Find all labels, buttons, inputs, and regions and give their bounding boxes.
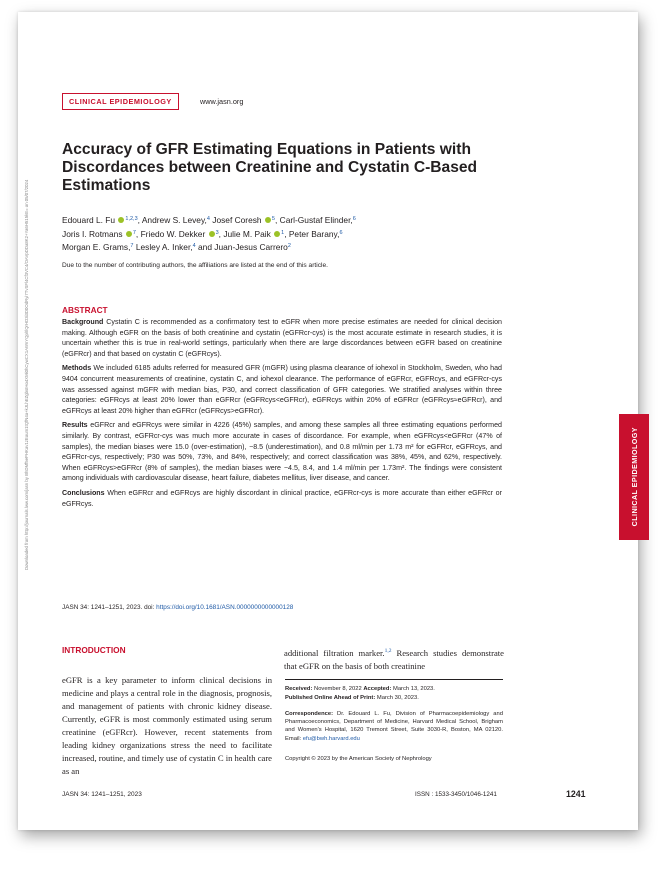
affil-sup: 4 <box>206 216 210 222</box>
footer-issn: ISSN : 1533-3450/1046-1241 <box>415 791 497 798</box>
label-background: Background <box>62 318 104 326</box>
citation-line <box>62 604 293 611</box>
affil-sup: 7 <box>130 243 134 249</box>
download-watermark: Downloaded from http://journals.lww.com/jasn by BhDMf5ePHKav1zEoum1tQfN4a+kJLhEZgbsIHo4XMi0hCywCX1AWnYQp/IlQrHD3i3D0OdRyi7TvSFl4Cf3VC4/OAVpDDa8K2+Ya6H515kE= on 05/07/2024 <box>24 179 29 570</box>
copyright: Copyright © 2023 by the American Society of Nephrology <box>285 756 432 762</box>
info-divider <box>285 679 503 680</box>
text-background: Cystatin C is recommended as a confirmatory test to eGFR when more precise estimates are needed for clinical decision making. Although eGFR on the basis of both creatinine and cystatin (eGFRcr-cys) is the most accurate estimate in research studies, it is uncertain whether this is true in real-world settings, particularly when there are large discordances between eGFR based on creatinine (eGFRcr) and that based on cystatin C (eGFRcys). <box>62 318 502 358</box>
affiliation-note: Due to the number of contributing authors, the affiliations are listed at the end of this article. <box>62 262 328 269</box>
orcid-icon[interactable] <box>274 231 280 237</box>
intro-right-text: additional filtration marker. <box>284 647 385 658</box>
page-number: 1241 <box>566 789 586 799</box>
affil-sup: 1 <box>281 229 285 236</box>
affil-sup: 4 <box>192 243 196 249</box>
accepted-label: Accepted: <box>363 686 392 692</box>
abstract-background <box>62 317 502 359</box>
journal-url[interactable]: www.jasn.org <box>200 97 244 106</box>
published-label: Published Online Ahead of Print: <box>285 694 376 701</box>
accepted-date: March 13, 2023. <box>393 686 435 692</box>
abstract-methods <box>62 363 502 416</box>
affil-sup: 6 <box>352 216 356 222</box>
comma-sep: , <box>137 215 142 225</box>
comma-sep: , <box>284 228 289 239</box>
category-badge: CLINICAL EPIDEMIOLOGY <box>62 93 179 110</box>
affil-sup: 7 <box>132 229 136 236</box>
introduction-left-column: eGFR is a key parameter to inform clinical decisions in medicine and plays a central role in the diagnosis, prognosis, and management of patients with chronic kidney disease. Currently, eGFR is most commonly estimated using serum creatinine (eGFRcr). However, recent statements from leading kidney organizations stress the need to facilitate increased, routine, and timely use of cystatin C in health care as an <box>62 675 272 776</box>
text-conclusions: When eGFRcr and eGFRcys are highly discordant in clinical practice, eGFRcr-cys is more accurate than either eGFRcr or eGFRcys. <box>62 488 502 508</box>
comma-sep: , <box>218 228 224 239</box>
introduction-right-column <box>284 645 504 673</box>
author: Edouard L. Fu <box>62 215 116 225</box>
author: and Juan-Jesus Carrero <box>198 242 288 252</box>
author: Peter Barany, <box>288 228 340 239</box>
author: Andrew S. Levey, <box>141 215 207 225</box>
email-link[interactable]: efu@bwh.harvard.edu <box>302 735 360 742</box>
orcid-icon[interactable] <box>126 231 132 237</box>
abstract-results <box>62 420 502 484</box>
affil-sup: 5 <box>271 216 275 222</box>
doi-link[interactable]: https://doi.org/10.1681/ASN.0000000000000128 <box>156 604 294 611</box>
author: Morgan E. Grams, <box>62 242 131 252</box>
abstract-heading: ABSTRACT <box>62 305 108 315</box>
author: Lesley A. Inker, <box>135 242 193 252</box>
affil-sup: 2 <box>287 243 291 249</box>
orcid-icon[interactable] <box>118 217 124 223</box>
author: Josef Coresh <box>212 215 262 225</box>
orcid-icon[interactable] <box>265 217 271 223</box>
author: Carl-Gustaf Elinder, <box>279 215 353 225</box>
author: Julie M. Paik <box>223 228 271 239</box>
article-title: Accuracy of GFR Estimating Equations in Patients with Discordances between Creatinine and Cystatin C-Based Estimations <box>62 141 478 194</box>
abstract-body <box>62 317 502 513</box>
label-conclusions: Conclusions <box>62 488 105 497</box>
abstract-conclusions <box>62 488 502 509</box>
received-label: Received: <box>285 686 313 692</box>
label-results: Results <box>62 421 88 430</box>
author-list <box>62 213 482 254</box>
orcid-icon[interactable] <box>209 231 215 237</box>
comma-sep: , <box>274 215 280 225</box>
published-date: March 30, 2023. <box>376 694 419 701</box>
affil-sup: 6 <box>339 229 343 236</box>
author: Joris I. Rotmans <box>62 228 123 239</box>
correspondence-label: Correspondence: <box>285 711 333 717</box>
article-dates <box>285 685 503 702</box>
section-tab-label: CLINICAL EPIDEMIOLOGY <box>629 427 639 527</box>
text-results: eGFRcr and eGFRcys were similar in 4226 (45%) samples, and among these samples all three estimating equations performed similarly. By contrast, eGFRcr-cys was much more accurate in cases of discordance. For example, when eGFRcys<eGFRcr (47% of samples), the median biases were 15.0 (over-estimation), −8.5 (underestimation), and 0.8 ml/min per 1.73 m² for eGFRcr, eGFRcys, and eGFRcr-cys, respectively; P30 was 50%, 73%, and 84%, respectively; and correct classification was 38%, 45%, and 62%, respectively. When eGFRcys>eGFRcr (8% of samples), the median biases were −4.5, 8.4, and 1.4 ml/min per 1.73m². The findings were consistent among individuals with cardiovascular disease, heart failure, diabetes mellitus, liver disease, and cancer. <box>62 421 502 483</box>
intro-right-text-cont: Research studies demonstrate that eGFR on the basis of both creatinine <box>284 647 504 671</box>
footer-journal: JASN 34: 1241–1251, 2023 <box>62 791 142 798</box>
correspondence <box>285 710 503 743</box>
citation-text: JASN 34: 1241–1251, 2023. doi: <box>62 604 155 611</box>
reference-sup[interactable]: 1,2 <box>384 648 392 654</box>
received-date: November 8, 2022 <box>314 686 362 692</box>
author: Friedo W. Dekker <box>140 228 206 239</box>
label-methods: Methods <box>62 364 92 373</box>
text-methods: We included 6185 adults referred for measured GFR (mGFR) using plasma clearance of iohexol in Stockholm, Sweden, who had 9404 concurrent measurements of creatinine, cystatin C, and iohexol clearance. The performance of eGFRcr, eGFRcys, and eGFRcr-cys was assessed against mGFR with median bias, P30, and correct classification of GFR categories. We stratified analyses within three categories: eGFRcys at least 20% lower than eGFRcr (eGFRcys<eGFRcr), eGFRcys within 20% of eGFRcr (eGFRcys≈eGFRcr), and eGFRcys at least 20% higher than eGFRcr (eGFRcys>eGFRcr). <box>62 364 502 415</box>
correspondence-text: Dr. Edouard L. Fu, Division of Pharmacoepidemiology and Pharmacoeconomics, Department of Medicine, Harvard Medical School, Brigham and Women's Hospital, 1620 Tremont Street, Suite 3030-R, Boston, MA 02120. Email: <box>285 711 503 742</box>
introduction-heading: INTRODUCTION <box>62 645 126 655</box>
affil-sup: 1,2,3 <box>125 216 138 222</box>
section-tab <box>619 414 649 540</box>
affil-sup: 3 <box>215 229 219 236</box>
comma-sep: , <box>135 228 141 239</box>
